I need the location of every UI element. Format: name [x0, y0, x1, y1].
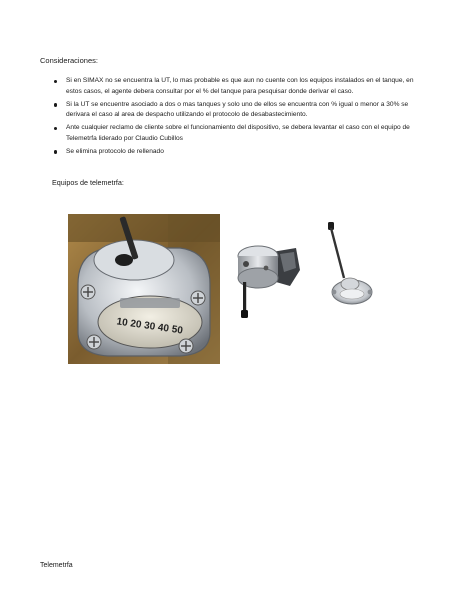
bullet-icon [54, 80, 57, 83]
list-item [52, 123, 424, 145]
gauge-photo-icon [68, 214, 220, 364]
list-item-text: Si en SIMAX no se encuentra la UT, lo mas probable es que aun no cuente con los equipos instalados en el tanque, en estos casos, el agente debera consultar por el % del tanque para pesquisar donde derivar el caso. [66, 77, 414, 95]
bullet-icon [54, 127, 57, 130]
list-item-text: Se elimina protocolo de rellenado [66, 147, 164, 155]
list-item-text: Si la UT se encuentre asociado a dos o mas tanques y solo uno de ellos se encuentra con % igual o menor a 30% se derivara el caso al area de despacho utilizando el protocolo de desabastecimiento. [66, 100, 409, 119]
bullet-icon [54, 150, 57, 153]
antenna-sensor-photo-icon [320, 222, 376, 306]
equipment-heading: Equipos de telemetrfa: [52, 178, 124, 187]
section-heading: Consideraciones: [40, 56, 98, 65]
list-item [52, 76, 424, 98]
gauge-readout: 10 20 30 40 50 [115, 316, 184, 337]
list-item-text: Ante cualquier reclamo de cliente sobre el funcionamiento del dispositivo, se debera levantar el caso con el equipo de Telemetrfa liderado por Claudio Cubillos [66, 124, 410, 142]
considerations-list [52, 76, 424, 160]
bullet-icon [54, 103, 57, 106]
sensor-module-photo-icon [232, 230, 304, 320]
list-item [52, 100, 424, 122]
list-item [52, 147, 424, 158]
page-footer: Telemetrfa [40, 562, 73, 569]
